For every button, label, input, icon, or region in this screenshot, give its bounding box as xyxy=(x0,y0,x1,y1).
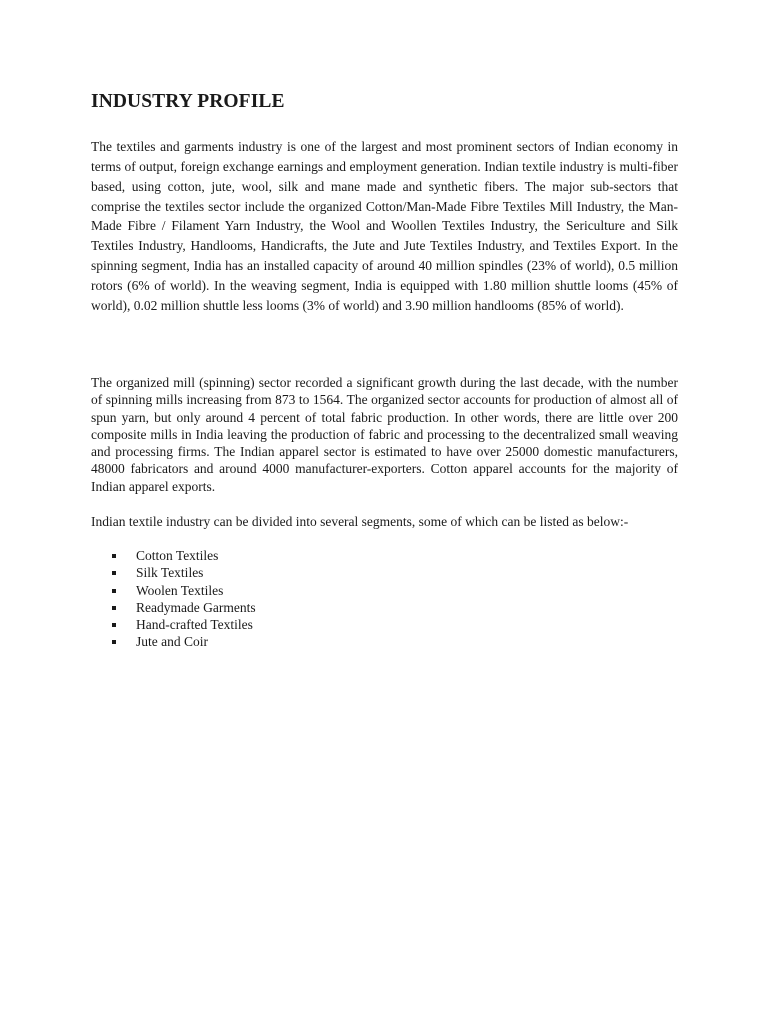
segments-list xyxy=(110,547,256,651)
square-bullet-icon xyxy=(112,589,116,593)
list-item xyxy=(110,547,256,564)
list-item-label: Cotton Textiles xyxy=(136,548,219,563)
page-title: INDUSTRY PROFILE xyxy=(91,91,285,112)
square-bullet-icon xyxy=(112,640,116,644)
list-item xyxy=(110,582,256,599)
list-item-label: Readymade Garments xyxy=(136,599,256,615)
paragraph-industry-overview: The textiles and garments industry is one of the largest and most prominent sectors of Indian economy in terms of output, foreign exchange earnings and employment generation. Indian textile industry is multi-fiber based, using cotton, jute, wool, silk and mane made and synthetic fibers. The major sub-sectors that comprise the textiles sector include the organized Cotton/Man-Made Fibre Textiles Mill Industry, the Man-Made Fibre / Filament Yarn Industry, the Wool and Woollen Textiles Industry, the Sericulture and Silk Textiles Industry, Handlooms, Handicrafts, the Jute and Jute Textiles Industry, and Textiles Export. In the spinning segment, India has an installed capacity of around 40 million spindles (23% of world), 0.5 million rotors (6% of world). In the weaving segment, India is equipped with 1.80 million shuttle looms (45% of world), 0.02 million shuttle less looms (3% of world) and 3.90 million handlooms (85% of world). xyxy=(91,139,678,313)
square-bullet-icon xyxy=(112,554,116,558)
list-item-label: Jute and Coir xyxy=(136,634,208,650)
list-item-label: Woolen Textiles xyxy=(136,582,224,598)
list-item-label: Silk Textiles xyxy=(136,565,204,581)
square-bullet-icon xyxy=(112,623,116,627)
square-bullet-icon xyxy=(112,606,116,610)
list-item xyxy=(110,564,256,581)
paragraph-segments-intro: Indian textile industry can be divided into several segments, some of which can be listed as below:- xyxy=(91,514,629,529)
square-bullet-icon xyxy=(112,571,116,575)
list-item xyxy=(110,633,256,650)
list-item xyxy=(110,599,256,616)
list-item-label: Hand-crafted Textiles xyxy=(136,617,253,633)
list-item xyxy=(110,616,256,633)
paragraph-organized-mill-sector: The organized mill (spinning) sector recorded a significant growth during the last decade, with the number of spinning mills increasing from 873 to 1564. The organized sector accounts for production of almost all of spun yarn, but only around 4 percent of total fabric production. In other words, there are little over 200 composite mills in India leaving the production of fabric and processing to the decentralized small weaving and processing firms. The Indian apparel sector is estimated to have over 25000 domestic manufacturers, 48000 fabricators and around 4000 manufacturer-exporters. Cotton apparel accounts for the majority of Indian apparel exports. xyxy=(91,375,678,494)
